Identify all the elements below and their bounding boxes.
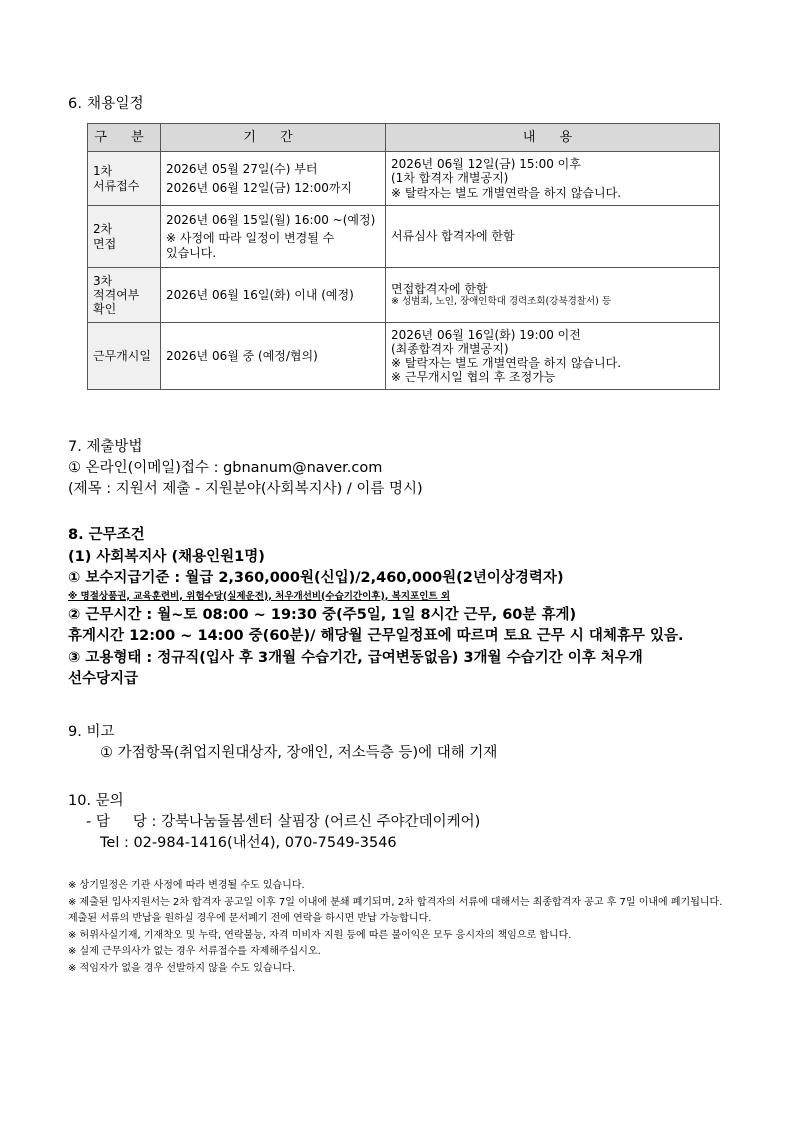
content-line: (1차 합격자 개별공지) xyxy=(391,171,509,186)
submission-email-line: ① 온라인(이메일)접수 : gbnanum@naver.com xyxy=(68,460,383,476)
period-line: 2026년 06월 16일(화) 이내 (예정) xyxy=(166,287,354,302)
content-line: 서류심사 합격자에 한함 xyxy=(391,229,515,244)
content-line: 2026년 06월 12일(금) 15:00 이후 xyxy=(391,157,581,172)
hours-line: ② 근무시간 : 월~토 08:00 ~ 19:30 중(주5일, 1일 8시간 근무, 60분 휴게) xyxy=(68,606,577,623)
period-line: 있습니다. xyxy=(166,245,217,260)
footnote: ※ 허위사실기재, 기재착오 및 누락, 연락불능, 자격 미비자 지원 등에 따른 불이익은 모두 응시자의 책임으로 합니다. xyxy=(68,929,572,941)
row-content xyxy=(386,206,720,268)
content-line: ※ 탈락자는 별도 개별연락을 하지 않습니다. xyxy=(391,356,622,370)
section-title-submission: 7. 제출방법 xyxy=(68,439,143,455)
pay-line: ① 보수지급기준 : 월급 2,360,000원(신입)/2,460,000원(2년이상경력자) xyxy=(68,570,564,586)
label-line: 3차 xyxy=(93,273,113,288)
label-line: 2차 xyxy=(93,222,113,237)
row-period xyxy=(161,323,386,390)
footnote: ※ 제출된 입사지원서는 2차 합격자 공고일 이후 7일 이내에 분쇄 폐기되며, 2차 합격자의 서류에 대해서는 최종합격자 공고 후 7일 이내에 폐기됩니다. 제출된 서류의 반납을 원하실 경우에 문서폐기 전에 연락을 하시면 반납 가능합니다. xyxy=(68,896,723,924)
period-line: 2026년 06월 12일(금) 12:00까지 xyxy=(166,180,353,195)
row-content xyxy=(386,152,720,206)
employment-line: ③ 고용형태 : 정규직(입사 후 3개월 수습기간, 급여변동없음) 3개월 수습기간 이후 처우개 xyxy=(68,649,643,666)
table-header-row xyxy=(88,124,720,152)
remarks-line: ① 가점항목(취업지원대상자, 장애인, 저소득층 등)에 대해 기재 xyxy=(100,745,498,761)
label-line: 근무개시일 xyxy=(93,348,151,363)
employment-line-cont: 선수당지급 xyxy=(68,671,139,687)
footnote: ※ 적임자가 없을 경우 선발하지 않을 수도 있습니다. xyxy=(68,962,296,974)
row-period xyxy=(161,206,386,268)
content-line: 면접합격자에 한함 xyxy=(391,282,488,297)
row-label xyxy=(88,268,161,323)
schedule-table xyxy=(87,123,720,390)
label-line: 서류접수 xyxy=(93,178,140,193)
content-line: ※ 근무개시일 협의 후 조정가능 xyxy=(391,370,556,385)
row-label xyxy=(88,152,161,206)
period-line: ※ 사정에 따라 일정이 변경될 수 xyxy=(166,231,335,246)
section-submission xyxy=(68,437,423,500)
tel-line: Tel : 02-984-1416(내선4), 070-7549-3546 xyxy=(100,835,397,851)
submission-subject-line: (제목 : 지원서 제출 - 지원분야(사회복지사) / 이름 명시) xyxy=(68,481,423,497)
header-category: 구 분 xyxy=(88,124,161,152)
content-note-small: ※ 성범죄, 노인, 장애인학대 경력조회(강북경찰서) 등 xyxy=(391,296,612,308)
label-line: 면접 xyxy=(93,236,117,251)
label-line: 1차 xyxy=(93,164,113,179)
header-period: 기 간 xyxy=(161,124,386,152)
section-work-conditions xyxy=(68,525,733,691)
label-line: 확인 xyxy=(93,302,117,317)
table-row xyxy=(88,323,720,390)
row-content xyxy=(386,268,720,323)
period-line: 2026년 06월 15일(월) 16:00 ~(예정) xyxy=(166,213,376,228)
period-line: 2026년 05월 27일(수) 부터 xyxy=(166,162,318,177)
content-line: ※ 탈락자는 별도 개별연락을 하지 않습니다. xyxy=(391,185,622,200)
row-period xyxy=(161,268,386,323)
section-title-work-conditions: 8. 근무조건 xyxy=(68,527,145,543)
row-label xyxy=(88,206,161,268)
section-title-schedule: 6. 채용일정 xyxy=(68,96,144,112)
content-line: 2026년 06월 16일(화) 19:00 이전 xyxy=(391,327,581,342)
contact-line: - 담 당 : 강북나눔돌봄센터 살핌장 (어르신 주야간데이케어) xyxy=(86,814,481,830)
section-inquiry xyxy=(68,791,480,854)
table-row xyxy=(88,152,720,206)
footnote: ※ 실제 근무의사가 없는 경우 서류접수를 자제해주십시오. xyxy=(68,946,321,957)
label-line: 적격여부 xyxy=(93,287,140,302)
header-content: 내 용 xyxy=(386,124,720,152)
content-line: (최종합격자 개별공지) xyxy=(391,341,509,356)
row-period xyxy=(161,152,386,206)
section-title-inquiry: 10. 문의 xyxy=(68,793,124,809)
row-content xyxy=(386,323,720,390)
row-label xyxy=(88,323,161,390)
position-subtitle: (1) 사회복지사 (채용인원1명) xyxy=(68,548,265,565)
section-title-remarks: 9. 비고 xyxy=(68,724,115,740)
break-line: 휴게시간 12:00 ~ 14:00 중(60분)/ 해당월 근무일정표에 따르며 토요 근무 시 대체휴무 있음. xyxy=(68,628,684,644)
footnotes xyxy=(68,878,728,977)
table-row xyxy=(88,206,720,268)
pay-note: ※ 명절상품권, 교육훈련비, 위험수당(실제운전), 처우개선비(수습기간이후), 복지포인트 외 xyxy=(68,590,451,602)
section-remarks xyxy=(68,722,497,764)
footnote: ※ 상기일정은 기관 사정에 따라 변경될 수도 있습니다. xyxy=(68,880,305,891)
period-line: 2026년 06월 중 (예정/협의) xyxy=(166,348,318,363)
table-row xyxy=(88,268,720,323)
